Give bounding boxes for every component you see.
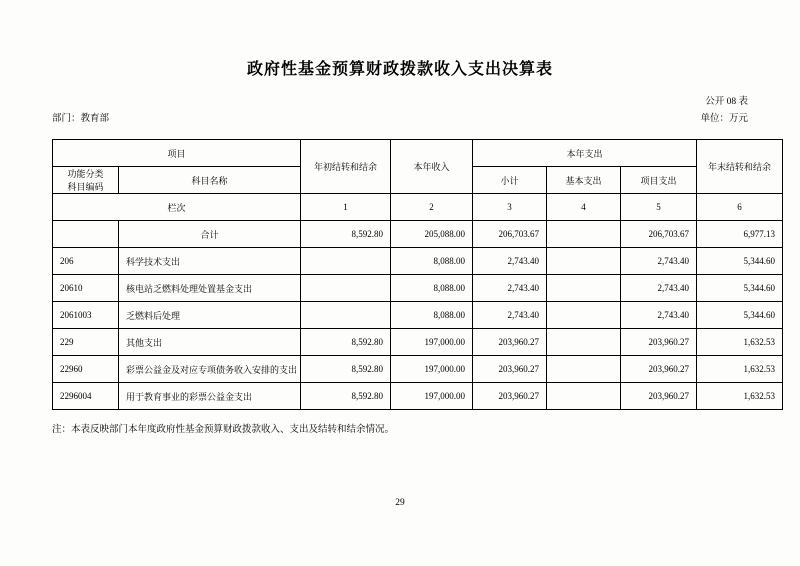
table-row [53, 275, 783, 302]
header-col-end: 年末结转和结余 [697, 140, 783, 194]
cell-end: 1,632.53 [697, 356, 783, 383]
cell-project: 203,960.27 [621, 356, 697, 383]
cell-income: 205,088.00 [391, 221, 473, 248]
cell-name: 彩票公益金及对应专项债务收入安排的支出 [119, 356, 301, 383]
header-col-code-line2: 科目编码 [67, 182, 104, 192]
page-number: 29 [395, 498, 405, 508]
header-col-basic: 基本支出 [547, 167, 621, 194]
cell-name: 合计 [119, 221, 301, 248]
table-row [53, 356, 783, 383]
cell-project: 203,960.27 [621, 329, 697, 356]
cell-name: 用于教育事业的彩票公益金支出 [119, 383, 301, 410]
document-meta [52, 79, 748, 124]
cell-code: 22960 [53, 356, 119, 383]
cell-income: 197,000.00 [391, 383, 473, 410]
cell-end: 6,977.13 [697, 221, 783, 248]
cell-name: 乏燃料后处理 [119, 302, 301, 329]
cell-end: 1,632.53 [697, 329, 783, 356]
cell-basic [547, 329, 621, 356]
cell-subtotal: 203,960.27 [473, 383, 547, 410]
row-index-2: 2 [391, 194, 473, 221]
header-col-code-line1: 功能分类 [67, 169, 104, 179]
financial-table [52, 139, 783, 410]
header-col-name: 科目名称 [119, 167, 301, 194]
cell-basic [547, 302, 621, 329]
row-index-1: 1 [301, 194, 391, 221]
cell-income: 8,088.00 [391, 302, 473, 329]
table-header-row-top [53, 140, 783, 167]
cell-begin [301, 248, 391, 275]
table-row [53, 248, 783, 275]
row-index-3: 3 [473, 194, 547, 221]
cell-end: 1,632.53 [697, 383, 783, 410]
cell-subtotal: 203,960.27 [473, 329, 547, 356]
header-col-income: 本年收入 [391, 140, 473, 194]
cell-name: 科学技术支出 [119, 248, 301, 275]
cell-basic [547, 356, 621, 383]
cell-code: 20610 [53, 275, 119, 302]
cell-subtotal: 206,703.67 [473, 221, 547, 248]
cell-code: 229 [53, 329, 119, 356]
table-row [53, 329, 783, 356]
cell-project: 2,743.40 [621, 302, 697, 329]
cell-end: 5,344.60 [697, 248, 783, 275]
cell-code: 2061003 [53, 302, 119, 329]
page-title: 政府性基金预算财政拨款收入支出决算表 [246, 61, 553, 78]
cell-begin: 8,592.80 [301, 356, 391, 383]
financial-table-wrapper [52, 139, 776, 410]
cell-code: 2296004 [53, 383, 119, 410]
header-col-project: 项目支出 [621, 167, 697, 194]
table-row [53, 221, 783, 248]
cell-basic [547, 383, 621, 410]
cell-begin: 8,592.80 [301, 383, 391, 410]
cell-subtotal: 2,743.40 [473, 275, 547, 302]
cell-begin: 8,592.80 [301, 329, 391, 356]
cell-income: 197,000.00 [391, 356, 473, 383]
header-group-item: 项目 [53, 140, 301, 167]
cell-end: 5,344.60 [697, 275, 783, 302]
header-col-code [53, 167, 119, 194]
row-index-5: 5 [621, 194, 697, 221]
cell-subtotal: 2,743.40 [473, 302, 547, 329]
cell-project: 2,743.40 [621, 248, 697, 275]
header-col-subtotal: 小计 [473, 167, 547, 194]
unit-label: 单位：万元 [700, 114, 748, 124]
department-label: 部门：教育部 [52, 114, 110, 124]
cell-begin [301, 275, 391, 302]
cell-code: 206 [53, 248, 119, 275]
header-col-begin: 年初结转和结余 [301, 140, 391, 194]
cell-code [53, 221, 119, 248]
cell-basic [547, 221, 621, 248]
cell-end: 5,344.60 [697, 302, 783, 329]
cell-income: 197,000.00 [391, 329, 473, 356]
cell-project: 2,743.40 [621, 275, 697, 302]
cell-income: 8,088.00 [391, 248, 473, 275]
cell-begin [301, 302, 391, 329]
table-row-index [53, 194, 783, 221]
row-index-6: 6 [697, 194, 783, 221]
table-row [53, 383, 783, 410]
cell-subtotal: 2,743.40 [473, 248, 547, 275]
row-index-label: 栏次 [53, 194, 301, 221]
cell-name: 核电站乏燃料处理处置基金支出 [119, 275, 301, 302]
row-index-4: 4 [547, 194, 621, 221]
table-note: 注：本表反映部门本年度政府性基金预算财政拨款收入、支出及结转和结余情况。 [52, 425, 395, 435]
cell-begin: 8,592.80 [301, 221, 391, 248]
cell-project: 206,703.67 [621, 221, 697, 248]
form-number: 公开 08 表 [705, 97, 748, 107]
cell-basic [547, 248, 621, 275]
cell-basic [547, 275, 621, 302]
cell-project: 203,960.27 [621, 383, 697, 410]
cell-income: 8,088.00 [391, 275, 473, 302]
cell-subtotal: 203,960.27 [473, 356, 547, 383]
table-row [53, 302, 783, 329]
cell-name: 其他支出 [119, 329, 301, 356]
header-group-expense: 本年支出 [473, 140, 697, 167]
